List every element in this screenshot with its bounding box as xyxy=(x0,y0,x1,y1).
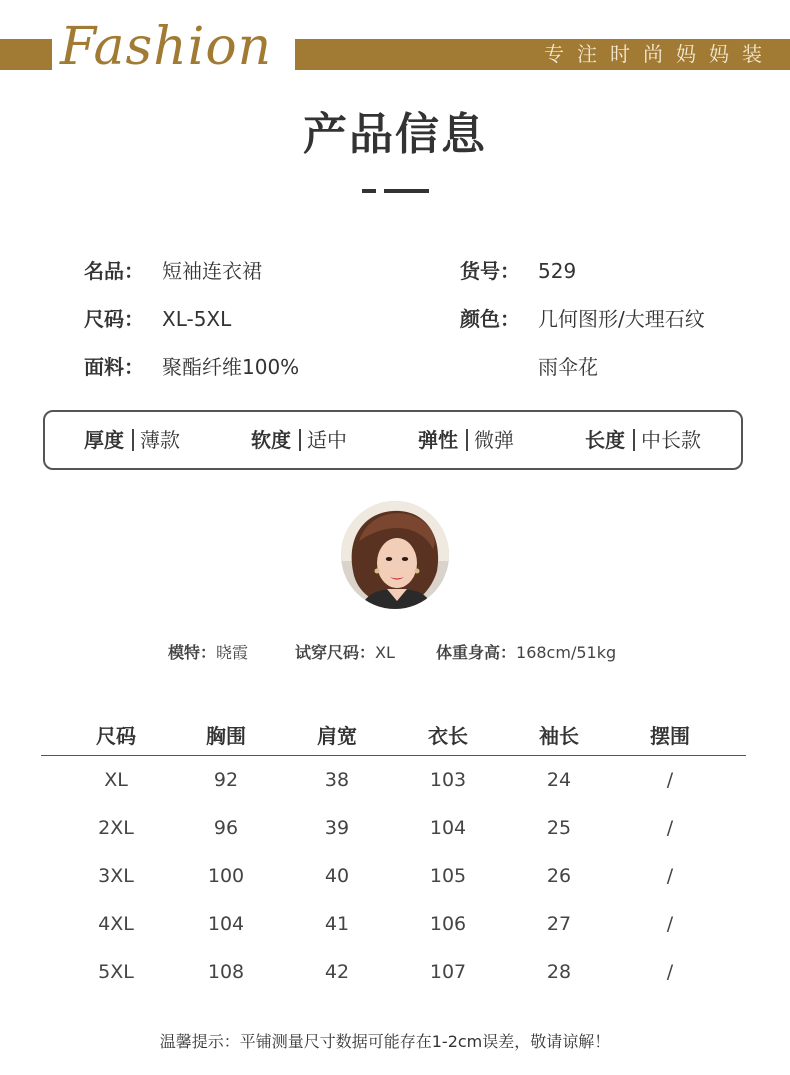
info-sku xyxy=(460,257,576,285)
info-fabric xyxy=(84,353,299,381)
table-cell: 27 xyxy=(546,913,572,935)
property-length-label: 长度 xyxy=(585,428,625,452)
table-cell: / xyxy=(666,817,674,839)
model-trial-value: XL xyxy=(375,643,395,662)
info-name-value: 短袖连衣裙 xyxy=(162,259,262,283)
brand-logo-text: Fashion xyxy=(60,17,273,77)
table-cell: 108 xyxy=(207,961,245,983)
property-separator xyxy=(132,429,134,451)
info-sku-label: 货号： xyxy=(460,259,520,283)
property-elasticity-label: 弹性 xyxy=(418,428,458,452)
table-cell: / xyxy=(666,961,674,983)
table-header-length: 衣长 xyxy=(428,724,468,748)
info-color xyxy=(460,305,705,333)
table-cell: 2XL xyxy=(98,817,134,839)
info-name-label: 名品： xyxy=(84,259,144,283)
table-cell: 96 xyxy=(213,817,239,839)
info-size-value: XL-5XL xyxy=(162,307,232,331)
table-cell: 42 xyxy=(324,961,350,983)
table-header-divider xyxy=(41,755,746,756)
table-cell: XL xyxy=(104,769,128,791)
model-portrait-image xyxy=(341,501,449,609)
table-cell: 39 xyxy=(324,817,350,839)
table-cell: 38 xyxy=(324,769,350,791)
table-cell: 3XL xyxy=(98,865,134,887)
table-cell: 4XL xyxy=(98,913,134,935)
model-body-label: 体重身高： xyxy=(436,643,517,662)
info-sku-value: 529 xyxy=(538,259,577,283)
table-header-size: 尺码 xyxy=(96,724,136,748)
section-title: 产品信息 xyxy=(303,109,487,160)
header-slogan: 专注时尚妈妈装 xyxy=(544,42,775,66)
table-cell: 105 xyxy=(429,865,467,887)
property-softness xyxy=(251,424,347,456)
property-elasticity-value: 微弹 xyxy=(474,428,514,452)
info-color-value: 几何图形/大理石纹 xyxy=(538,307,705,331)
info-fabric-label: 面料： xyxy=(84,355,144,379)
table-cell: 104 xyxy=(429,817,467,839)
property-separator xyxy=(299,429,301,451)
table-header-chest: 胸围 xyxy=(206,724,246,748)
model-body-value: 168cm/51kg xyxy=(516,643,617,662)
table-cell: 40 xyxy=(324,865,350,887)
property-thickness-value: 薄款 xyxy=(140,428,180,452)
model-name-label: 模特： xyxy=(168,643,217,662)
model-name xyxy=(168,642,248,664)
table-cell: 100 xyxy=(207,865,245,887)
property-length-value: 中长款 xyxy=(641,428,701,452)
property-softness-label: 软度 xyxy=(251,428,291,452)
table-cell: 92 xyxy=(213,769,239,791)
table-header-shoulder: 肩宽 xyxy=(317,724,357,748)
info-size-label: 尺码： xyxy=(84,307,144,331)
info-fabric-value: 聚酯纤维100% xyxy=(162,355,300,379)
table-cell: 24 xyxy=(546,769,572,791)
property-thickness xyxy=(84,424,180,456)
table-cell: 103 xyxy=(429,769,467,791)
table-cell: / xyxy=(666,913,674,935)
info-name xyxy=(84,257,262,285)
title-divider-long xyxy=(384,189,429,193)
table-cell: 104 xyxy=(207,913,245,935)
table-cell: 107 xyxy=(429,961,467,983)
property-thickness-label: 厚度 xyxy=(84,428,124,452)
property-separator xyxy=(633,429,635,451)
model-trial-size xyxy=(295,642,395,664)
table-cell: / xyxy=(666,865,674,887)
model-name-value: 晓霞 xyxy=(216,643,249,662)
table-cell: 41 xyxy=(324,913,350,935)
table-cell: 5XL xyxy=(98,961,134,983)
info-size xyxy=(84,305,231,333)
model-trial-label: 试穿尺码： xyxy=(295,643,376,662)
info-color-label: 颜色： xyxy=(460,307,520,331)
property-separator xyxy=(466,429,468,451)
table-header-hem: 摆围 xyxy=(650,724,690,748)
table-cell: 28 xyxy=(546,961,572,983)
measurement-note: 温馨提示：平铺测量尺寸数据可能存在1-2cm误差，敬请谅解！ xyxy=(159,1032,611,1051)
table-cell: 26 xyxy=(546,865,572,887)
table-cell: 106 xyxy=(429,913,467,935)
table-cell: 25 xyxy=(546,817,572,839)
property-length xyxy=(585,424,701,456)
table-cell: / xyxy=(666,769,674,791)
info-color-value-line2: 雨伞花 xyxy=(538,355,598,379)
property-elasticity xyxy=(418,424,514,456)
title-divider-short xyxy=(362,189,376,193)
property-softness-value: 适中 xyxy=(307,428,347,452)
header-band-left xyxy=(0,39,52,70)
model-body xyxy=(436,642,616,664)
table-header-sleeve: 袖长 xyxy=(539,724,579,748)
model-avatar xyxy=(341,501,449,609)
